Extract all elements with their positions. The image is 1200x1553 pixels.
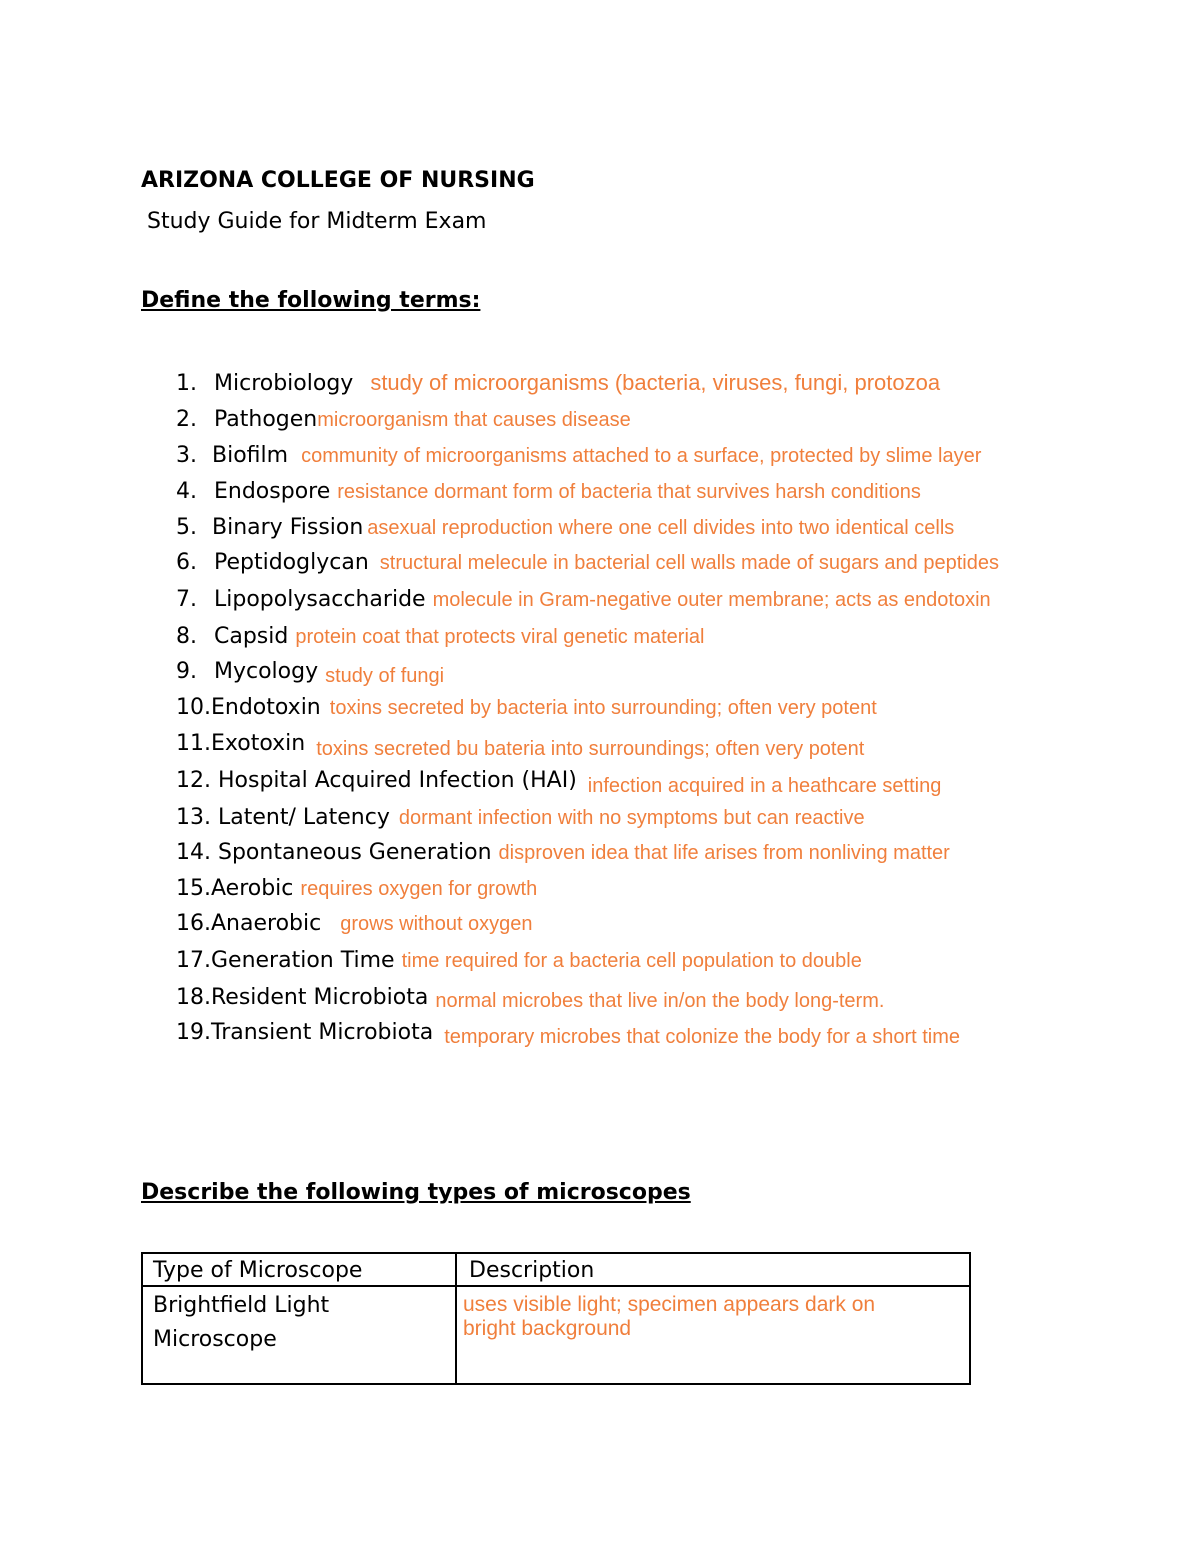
item-answer: dormant infection with no symptoms but can reactive [398,807,865,829]
cell-microscope-type [142,1286,456,1384]
item-number: 10. [176,695,211,720]
column-header-type: Type of Microscope [142,1253,456,1286]
table-header-row [142,1253,970,1286]
document-title: ARIZONA COLLEGE OF NURSING [141,168,535,193]
list-item [176,550,999,576]
list-item [176,876,537,902]
item-answer: toxins secreted bu bateria into surroundings; often very potent [316,738,865,760]
list-item [176,840,950,866]
item-answer: asexual reproduction where one cell divides into two identical cells [367,517,955,539]
list-item [176,768,942,797]
item-number: 16. [176,911,211,936]
item-number: 11. [176,731,211,756]
description-line: bright background [463,1317,632,1340]
item-answer: resistance dormant form of bacteria that survives harsh conditions [337,481,921,503]
item-answer: time required for a bacteria cell population to double [401,950,862,972]
item-number: 1. [176,371,197,396]
item-term: Endospore [214,479,331,504]
item-number: 17. [176,948,211,973]
item-number: 3. [176,443,197,468]
item-number: 5. [176,515,197,540]
microscope-table [141,1252,971,1385]
item-term: Hospital Acquired Infection (HAI) [218,768,577,793]
item-answer: grows without oxygen [340,913,533,935]
item-answer: infection acquired in a heathcare setting [587,775,942,797]
item-number: 2. [176,407,197,432]
list-item [176,515,954,541]
table-row [142,1286,970,1384]
list-item [176,911,533,937]
list-item [176,624,704,650]
item-term: Transient Microbiota [211,1020,434,1045]
item-answer: disproven idea that life arises from nonliving matter [498,842,950,864]
list-item [176,443,981,469]
cell-description [456,1286,970,1384]
terms-section-heading: Define the following terms: [141,288,481,313]
item-number: 15. [176,876,211,901]
item-answer: community of microorganisms attached to a surface, protected by slime layer [301,445,982,467]
type-line: Microscope [153,1327,277,1352]
list-item [176,479,921,505]
item-term: Microbiology [214,371,354,396]
list-item [176,985,884,1011]
item-answer: toxins secreted by bacteria into surrounding; often very potent [329,697,877,719]
item-term: Endotoxin [211,695,321,720]
item-number: 14. [176,840,211,865]
item-term: Mycology [214,659,319,684]
item-term: Generation Time [211,948,395,973]
item-term: Biofilm [212,443,289,468]
list-item [176,695,877,721]
item-answer: temporary microbes that colonize the body for a short time [444,1026,960,1048]
item-answer: requires oxygen for growth [300,878,538,900]
list-item [176,948,862,974]
list-item [176,370,940,397]
type-line: Brightfield Light [153,1293,330,1318]
item-term: Latent/ Latency [218,805,390,830]
item-term: Aerobic [211,876,294,901]
column-header-description: Description [456,1253,970,1286]
item-term: Anaerobic [211,911,322,936]
list-item [176,587,991,613]
item-answer: normal microbes that live in/on the body long-term. [435,990,885,1012]
item-number: 9. [176,659,197,684]
item-term: Lipopolysaccharide [214,587,426,612]
description-line: uses visible light; specimen appears dark on [463,1293,876,1316]
list-item [176,805,865,831]
list-item [176,1020,960,1046]
item-term: Binary Fission [212,515,364,540]
item-number: 12. [176,768,211,793]
document-subtitle: Study Guide for Midterm Exam [147,209,487,234]
item-number: 6. [176,550,197,575]
microscope-section-heading: Describe the following types of microscopes [141,1180,691,1205]
item-term: Exotoxin [211,731,306,756]
item-number: 4. [176,479,197,504]
item-answer: study of microorganisms (bacteria, viruses, fungi, protozoa [370,370,941,395]
item-answer: structural melecule in bacterial cell walls made of sugars and peptides [379,552,999,574]
item-term: Spontaneous Generation [218,840,492,865]
item-term: Resident Microbiota [211,985,429,1010]
item-answer: molecule in Gram-negative outer membrane; acts as endotoxin [432,589,991,611]
item-number: 19. [176,1020,211,1045]
item-answer: protein coat that protects viral genetic material [295,626,705,648]
item-term: Pathogen [214,407,318,432]
item-number: 8. [176,624,197,649]
list-item [176,731,865,760]
item-answer: study of fungi [325,665,445,687]
item-term: Peptidoglycan [214,550,369,575]
item-term: Capsid [214,624,289,649]
item-number: 7. [176,587,197,612]
list-item [176,659,444,685]
item-number: 13. [176,805,211,830]
list-item [176,407,631,433]
item-answer: microorganism that causes disease [317,409,631,431]
item-number: 18. [176,985,211,1010]
